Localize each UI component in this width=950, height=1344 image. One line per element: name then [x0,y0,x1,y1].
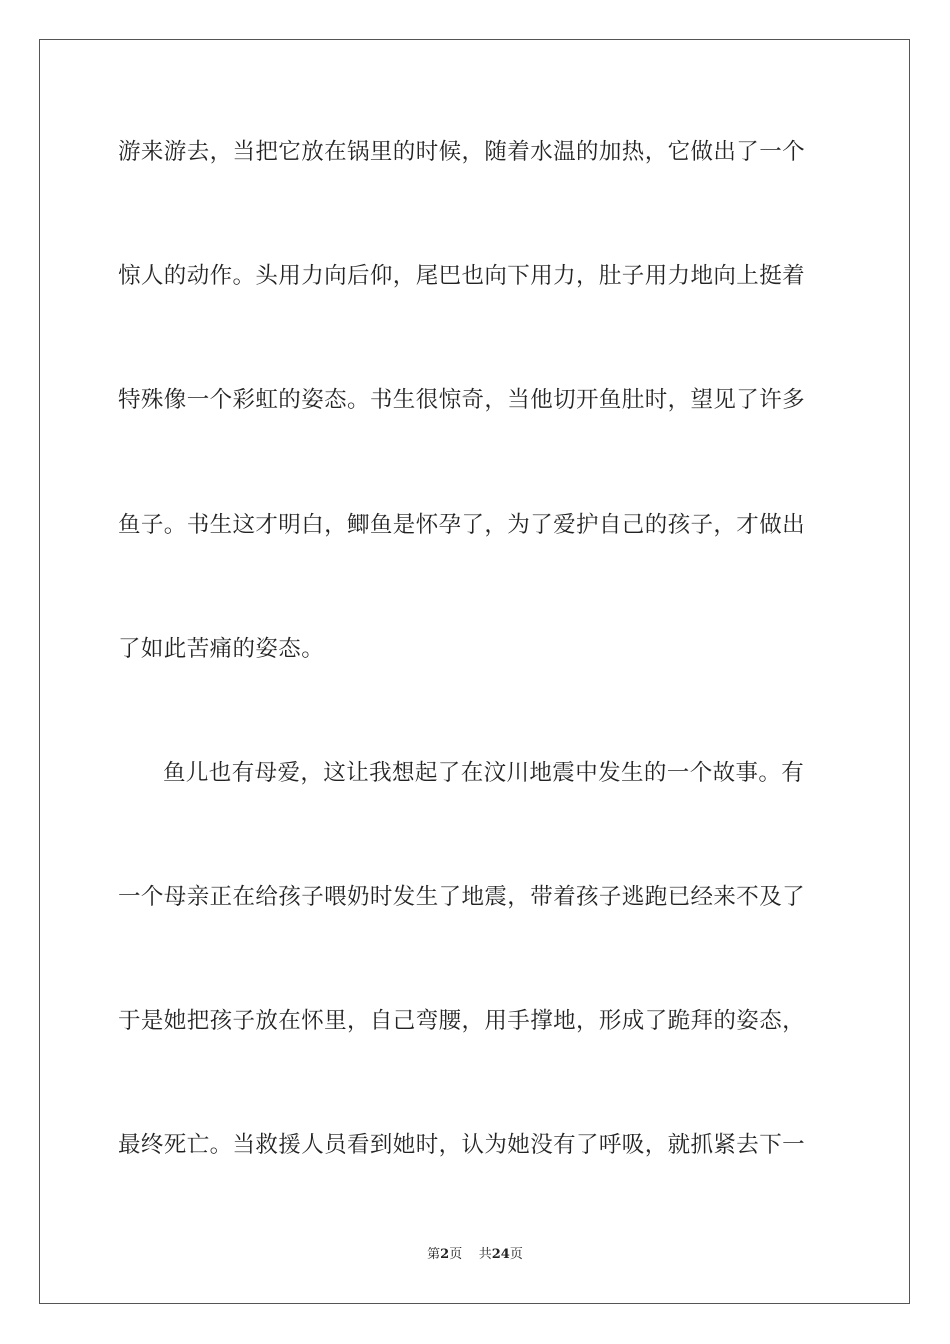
text-line-7: 一个母亲正在给孩子喂奶时发生了地震，带着孩子逃跑已经来不及了 [118,884,806,910]
footer-total-pages: 24 [491,1247,510,1262]
text-line-5: 了如此苦痛的姿态。 [118,636,325,662]
footer-total-suffix: 页 [509,1247,523,1262]
footer-page-prefix: 第 [427,1247,441,1262]
footer-page-number: 2 [440,1247,450,1262]
page-border [39,39,910,1304]
footer-page-suffix: 页 [449,1247,463,1262]
text-line-1: 游来游去，当把它放在锅里的时候，随着水温的加热，它做出了一个 [118,139,806,165]
footer-total-prefix: 共 [478,1247,492,1262]
text-line-3: 特殊像一个彩虹的姿态。书生很惊奇，当他切开鱼肚时，望见了许多 [118,387,806,413]
text-line-9: 最终死亡。当救援人员看到她时，认为她没有了呼吸，就抓紧去下一 [118,1132,806,1158]
text-line-2: 惊人的动作。头用力向后仰，尾巴也向下用力，肚子用力地向上挺着 [118,263,806,289]
text-line-8: 于是她把孩子放在怀里，自己弯腰，用手撑地，形成了跪拜的姿态， [118,1008,806,1034]
page-footer [0,1247,950,1263]
text-line-4: 鱼子。书生这才明白，鲫鱼是怀孕了，为了爱护自己的孩子，才做出 [118,512,806,538]
text-line-6: 鱼儿也有母爱，这让我想起了在汶川地震中发生的一个故事。有 [163,760,805,786]
